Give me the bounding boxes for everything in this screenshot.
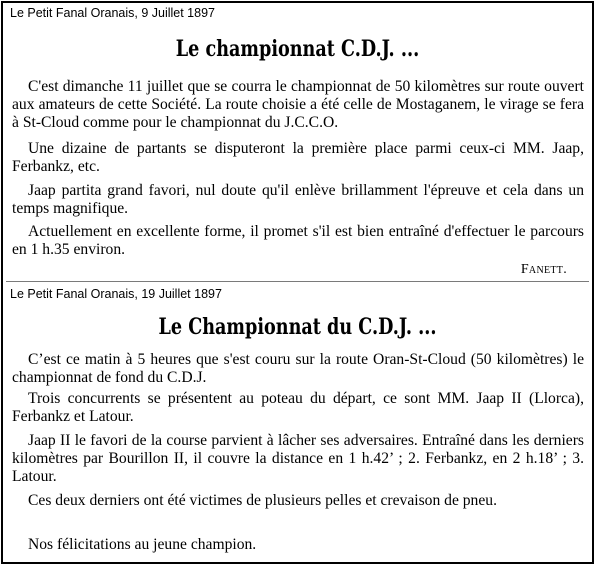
article2-paragraph-1: C’est ce matin à 5 heures que s'est couru sur la route Oran-St-Cloud (50 kilomètres) le championnat de fond du C.D.J. xyxy=(12,351,584,386)
article2-paragraph-5: Nos félicitations au jeune champion. xyxy=(28,536,257,553)
article1-title: Le championnat C.D.J. ... xyxy=(175,36,420,62)
article2-source: Le Petit Fanal Oranais, 19 Juillet 1897 xyxy=(10,287,222,301)
article2-paragraph-4: Ces deux derniers ont été victimes de plusieurs pelles et crevaison de pneu. xyxy=(28,492,497,509)
article1-paragraph-3: Jaap partita grand favori, nul doute qu'il enlève brillamment l'épreuve et cela dans un temps magnifique. xyxy=(12,182,584,217)
article2-paragraph-2: Trois concurrents se présentent au poteau du départ, ce sont MM. Jaap II (Llorca), Ferbankz et Latour. xyxy=(12,390,584,425)
article2-title: Le Championnat du C.D.J. ... xyxy=(158,314,437,340)
article1-paragraph-1: C'est dimanche 11 juillet que se courra le championnat de 50 kilomètres sur route ouvert aux amateurs de cette Société. La route choisie a été celle de Mostaganem, le virage se fera à St-Cloud comme pour le championnat du J.C.C.O. xyxy=(12,78,584,131)
article1-signature: Fanett. xyxy=(520,262,567,277)
article1-paragraph-4: Actuellement en excellente forme, il promet s'il est bien entraîné d'effectuer le parcours en 1 h.35 environ. xyxy=(12,223,584,258)
article1-source: Le Petit Fanal Oranais, 9 Juillet 1897 xyxy=(10,6,215,20)
article1-paragraph-2: Une dizaine de partants se disputeront la première place parmi ceux-ci MM. Jaap, Ferbankz, etc. xyxy=(12,140,584,175)
article-divider xyxy=(6,281,589,282)
article2-paragraph-3: Jaap II le favori de la course parvient à lâcher ses adversaires. Entraîné dans les derniers kilomètres par Bourillon II, il couvre la distance en 1 h.42’ ; 2. Ferbankz, en 2 h.18’ ; 3. Latour. xyxy=(12,432,584,485)
